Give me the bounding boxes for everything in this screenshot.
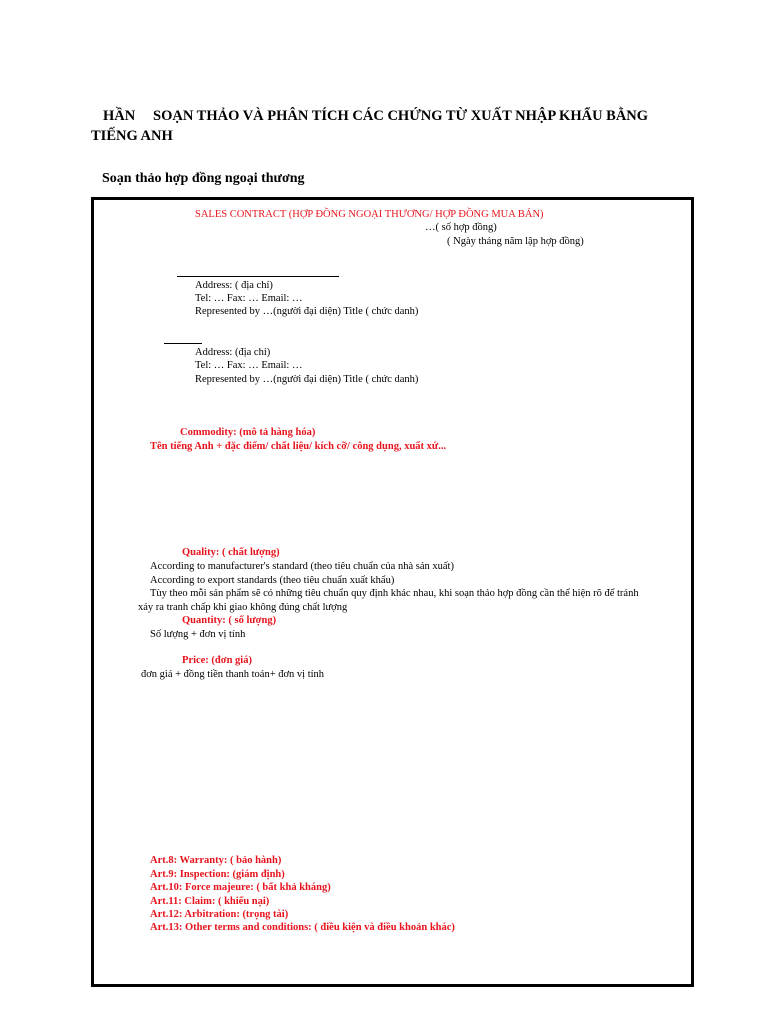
party2-contact: Tel: … Fax: … Email: … xyxy=(195,360,303,371)
section-title: Soạn thảo hợp đồng ngoại thương xyxy=(102,171,305,186)
article-8: Art.8: Warranty: ( bảo hành) xyxy=(150,855,282,866)
article-10: Art.10: Force majeure: ( bất khả kháng) xyxy=(150,882,331,893)
commodity-heading: Commodity: (mô tả hàng hóa) xyxy=(180,427,316,438)
quality-line1: According to manufacturer's standard (theo tiêu chuẩn của nhà sản xuất) xyxy=(150,561,454,572)
quality-line4: xảy ra tranh chấp khi giao không đúng chất lượng xyxy=(138,602,348,613)
quantity-heading: Quantity: ( số lượng) xyxy=(182,615,277,626)
article-11: Art.11: Claim: ( khiếu nại) xyxy=(150,896,270,907)
quality-heading: Quality: ( chất lượng) xyxy=(182,547,280,558)
article-9: Art.9: Inspection: (giám định) xyxy=(150,869,285,880)
contract-title: SALES CONTRACT (HỢP ĐỒNG NGOẠI THƯƠNG/ HỢP ĐỒNG MUA BÁN) xyxy=(195,209,544,220)
contract-number: …( số hợp đồng) xyxy=(425,222,497,233)
price-detail: đơn giá + đồng tiền thanh toán+ đơn vị tính xyxy=(141,669,325,680)
party2-represented: Represented by …(người đại diện) Title ( chức danh) xyxy=(195,374,419,385)
party1-contact: Tel: … Fax: … Email: … xyxy=(195,293,303,304)
quality-line2: According to export standards (theo tiêu chuẩn xuất khẩu) xyxy=(150,575,395,586)
article-13: Art.13: Other terms and conditions: ( điều kiện và điều khoản khác) xyxy=(150,922,455,933)
chapter-prefix: HẦN xyxy=(103,108,136,124)
party1-represented: Represented by …(người đại diện) Title ( chức danh) xyxy=(195,306,419,317)
chapter-title-line1: SOẠN THẢO VÀ PHÂN TÍCH CÁC CHỨNG TỪ XUẤT NHẬP KHẨU BẰNG xyxy=(153,108,649,124)
quality-line3: Tùy theo mỗi sản phẩm sẽ có những tiêu chuẩn quy định khác nhau, khi soạn thảo hợp đồng cần thể hiện rõ để tránh xyxy=(150,588,639,599)
commodity-detail: Tên tiếng Anh + đặc điểm/ chất liệu/ kích cỡ/ công dụng, xuất xứ... xyxy=(150,441,447,452)
article-12: Art.12: Arbitration: (trọng tài) xyxy=(150,909,289,920)
price-heading: Price: (đơn giá) xyxy=(182,655,252,666)
contract-box xyxy=(91,197,694,987)
party2-name-line xyxy=(164,343,202,344)
party1-address: Address: ( địa chỉ) xyxy=(195,280,273,291)
quantity-detail: Số lượng + đơn vị tính xyxy=(150,629,246,640)
chapter-title-line2: TIẾNG ANH xyxy=(91,128,173,144)
contract-date: ( Ngày tháng năm lập hợp đồng) xyxy=(447,236,584,247)
party2-address: Address: (địa chỉ) xyxy=(195,347,271,358)
party1-name-line xyxy=(177,276,339,277)
